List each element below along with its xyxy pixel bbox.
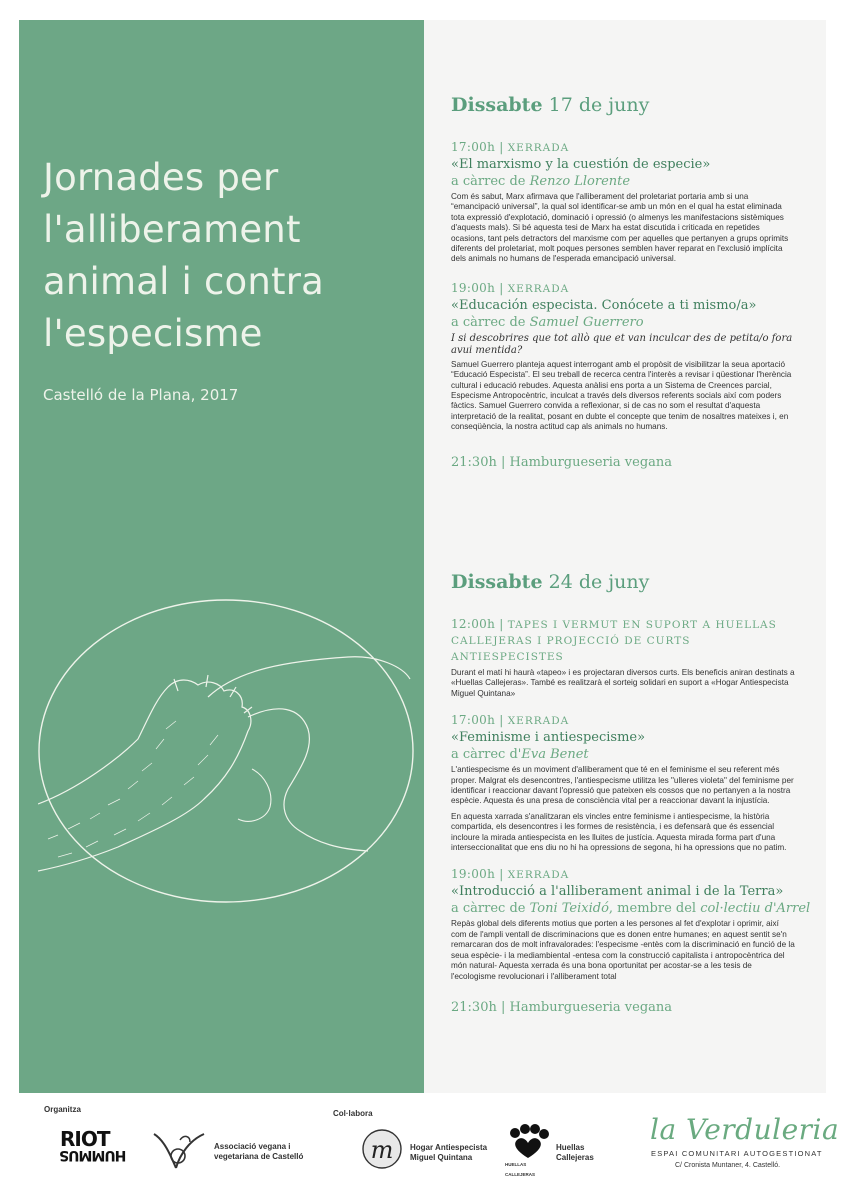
vegan-association-logo bbox=[150, 1130, 208, 1174]
event-time: 17:00h | XERRADA bbox=[451, 713, 570, 728]
title-line-2: l'alliberament bbox=[43, 208, 301, 251]
day1-event-2 bbox=[451, 281, 796, 433]
la-verduleria-logo: la Verduleria bbox=[650, 1113, 840, 1146]
title-line-3: animal i contra bbox=[43, 260, 325, 303]
huellas-callejeras-name: Huellas Callejeras bbox=[556, 1143, 594, 1162]
event-time: 17:00h | XERRADA bbox=[451, 140, 570, 154]
espai-comunitari-label: ESPAI COMUNITARI AUTOGESTIONAT bbox=[651, 1149, 823, 1158]
day2-event-2 bbox=[451, 713, 796, 853]
day1-heading: Dissabte 17 de juny bbox=[451, 94, 650, 116]
huellas-logo-text: HUELLAS CALLEJERAS bbox=[505, 1162, 536, 1177]
human-hand-and-paw-illustration bbox=[38, 599, 418, 903]
day1-dinner: 21:30h | Hamburgueseria vegana bbox=[451, 454, 673, 470]
event-title: «Educación especista. Conócete a ti mismo/a» bbox=[451, 297, 757, 313]
day2-dinner: 21:30h | Hamburgueseria vegana bbox=[451, 999, 673, 1015]
day1-section bbox=[451, 94, 796, 470]
event-time: 19:00h | XERRADA bbox=[451, 867, 570, 882]
event-speaker: a càrrec de Toni Teixidó, membre del col·lectiu d'Arrel bbox=[451, 901, 811, 917]
event-description: Repàs global dels diferents motius que porten a les persones al fet d'explotar i oprimir, així com de l'ampli ventall de discriminacions que es donen entre humanes; en aquest sentit se'n remarcaran dos de molt infravalorades: l'especisme -entès com la discriminació en funció de la seua espècie- i la mediambiental -entesa com la construcció capitalista i antropocèntrica del món natural- Aquesta xerrada és una bona oportunitat per acostar-se a les tesis de l'ecologisme revolucionari i l'alliberament total bbox=[451, 919, 795, 981]
event-speaker: a càrrec de Renzo Llorente bbox=[451, 174, 631, 189]
riot-hummus-logo: RIOT HUMMUS bbox=[60, 1127, 127, 1163]
poster-title bbox=[43, 152, 413, 360]
venue-address: C/ Cronista Muntaner, 4. Castelló. bbox=[675, 1162, 781, 1169]
day2-event-1 bbox=[451, 617, 796, 699]
event-description: Com és sabut, Marx afirmava que l'alliberament del proletariat portaria amb si una “emancipació universal”, la qual sol identificar-se amb un món en el qual ha estat eliminada tota expressió d'explotació, dominació i opressió (o almenys les manifestacions sistèmiques d'aquests mals). Si bé aquesta tesi de Marx ha estat discutida i criticada en repetides ocasions, tant pels detractors del marxisme com per aquelles que pertanyen a grups oprimits diferents del proletariat, molt poques persones semblen haver reparat en l'exclusió implícita dels animals no humans de l'esperada emancipació universal. bbox=[451, 192, 789, 264]
event-quote: I si descobrires que tot allò que et van inculcar des de petita/o fora avui mentida? bbox=[451, 332, 793, 356]
vegan-association-name: Associació vegana i vegetariana de Castelló bbox=[214, 1142, 304, 1161]
day2-heading: Dissabte 24 de juny bbox=[451, 571, 650, 593]
event-time: 19:00h | XERRADA bbox=[451, 280, 570, 295]
day2-section bbox=[451, 571, 811, 1015]
title-line-4: l'especisme bbox=[43, 312, 263, 355]
event-title: «El marxismo y la cuestión de especie» bbox=[451, 157, 711, 172]
location-year: Castelló de la Plana, 2017 bbox=[43, 386, 239, 404]
event-description: Samuel Guerrero planteja aquest interrogant amb el propòsit de visibilitzar la seua aportació “Educació Especista”. El seu treball de recerca centra l'interès a revisar i qüestionar l'herència cultural i educació rebudes. Aquesta anàlisi ens porta a un Sistema de Creences parcial, Especisme Antropocèntric, inculcat a través dels diversos referents socials així com poders fàctics. Samuel Guerrero convida a reflexionar, si de cas no som el resultat d'aquesta interpretació de la realitat, posant en dubte el concepte que tenim de nosaltres mateixes i, en conseqüència, la nostra actitud cap als animals no humans. bbox=[451, 359, 792, 432]
day2-event-3 bbox=[451, 867, 811, 981]
event-description: L'antiespecisme és un moviment d'alliberament que té en el feminisme el seu referent més proper. Malgrat els desencontres, l'antiespecisme utilitza les "ulleres violeta" del feminisme per identificar i reaccionar davant l'opressió que pateixen els cossos que no pertanyen a la nostra espècie. Aquesta és una presa de consciència vital per a reaccionar davant la injustícia. bbox=[451, 765, 794, 806]
event-description: Durant el matí hi haurà «tapeo» i es projectaran diversos curts. Els beneficis aniran destinats a «Huellas Callejeras». També es realitzarà el sorteig solidari en suport a «Hogar Antiespecista Miguel Quintana» bbox=[451, 668, 795, 698]
event-title: «Feminisme i antiespecisme» bbox=[451, 730, 646, 746]
event-description-2: En aquesta xarrada s'analitzaran els vincles entre feminisme i antiespecisme, la història compartida, els desencontres i les formes de resistència, i es defensarà que és essencial incloure la mirada antiespecista en les lluites de justícia. Aquesta mirada forma part d'una interseccionalitat que ens diu no hi ha opressions de segona, hi ha opressions que no patim. bbox=[451, 811, 787, 853]
organitza-label: Organitza bbox=[44, 1105, 81, 1114]
paw-heart-icon bbox=[505, 1124, 551, 1160]
event-time: 12:00h | TAPES I VERMUT EN SUPORT A HUELLAS CALLEJERAS I PROJECCIÓ DE CURTS ANTIESPECISTES bbox=[451, 617, 777, 663]
event-speaker: a càrrec d'Eva Benet bbox=[451, 747, 589, 763]
event-speaker: a càrrec de Samuel Guerrero bbox=[451, 314, 644, 330]
day1-event-1 bbox=[451, 140, 796, 265]
title-line-1: Jornades per bbox=[43, 156, 279, 199]
hogar-antiespecista-name: Hogar Antiespecista Miguel Quintana bbox=[410, 1143, 488, 1162]
colabora-label: Col·labora bbox=[333, 1109, 373, 1118]
hogar-antiespecista-logo bbox=[360, 1127, 404, 1171]
event-title: «Introducció a l'alliberament animal i de la Terra» bbox=[451, 884, 784, 900]
svg-text:m: m bbox=[370, 1136, 394, 1164]
